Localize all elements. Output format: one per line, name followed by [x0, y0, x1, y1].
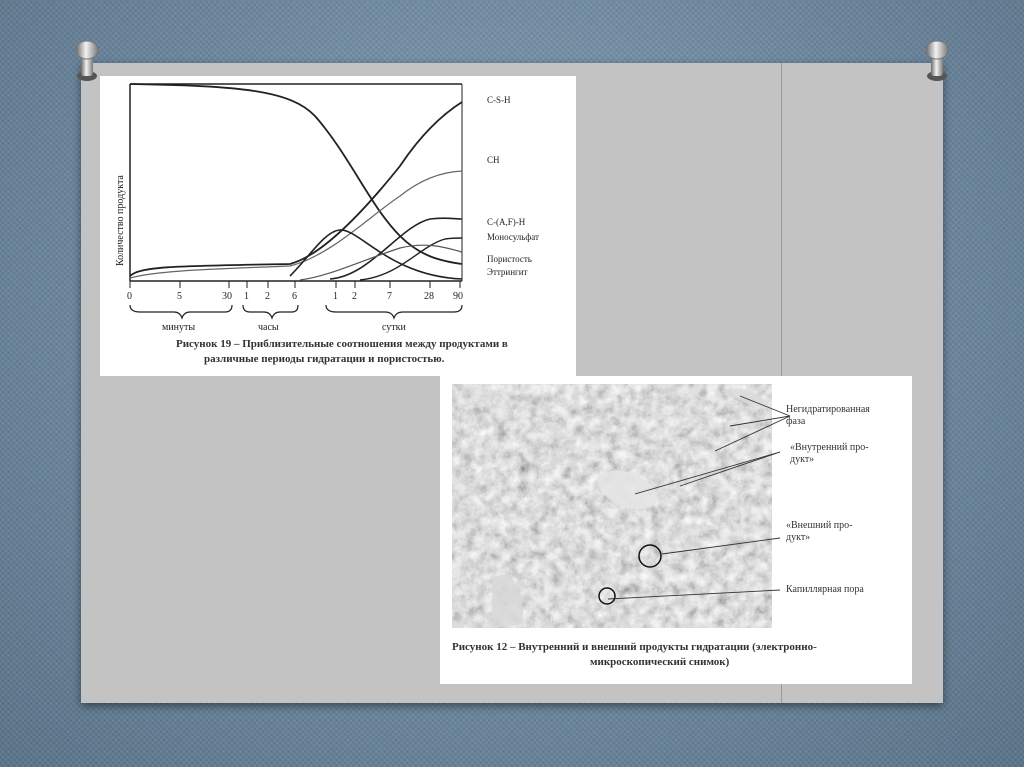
label-outer-product [786, 520, 852, 544]
series-label-porosity: Пористость [487, 254, 532, 264]
curve-unhydrated [130, 84, 462, 264]
group-label-minutes: минуты [162, 322, 196, 333]
tick-label: 0 [127, 291, 132, 302]
figure1-caption-line2: различные периоды гидратации и пористостью. [204, 353, 445, 365]
label-inner-product-line1: «Внутренний про- [790, 442, 869, 453]
micrograph-figure [440, 376, 912, 684]
group-label-hours: часы [258, 322, 279, 333]
label-unhydrated-phase-line2: фаза [786, 416, 806, 427]
tick-label: 7 [387, 291, 392, 302]
tick-label: 90 [453, 291, 463, 302]
brace-days [326, 305, 462, 318]
curve-cafh [330, 218, 462, 279]
group-label-days: сутки [382, 322, 406, 333]
figure2-caption-line2: микроскопический снимок) [590, 656, 730, 668]
tick-label: 6 [292, 291, 297, 302]
tick-label: 30 [222, 291, 232, 302]
brace-hours [243, 305, 298, 318]
series-label-cafh: C-(A,F)-H [487, 217, 526, 227]
label-inner-product [790, 442, 869, 466]
tick-label: 1 [244, 291, 249, 302]
label-unhydrated-phase [786, 404, 870, 428]
hydration-products-figure [100, 76, 576, 376]
y-axis-label: Количество продукта [115, 175, 126, 266]
curve-csh [130, 102, 462, 276]
series-label-csh: C-S-H [487, 95, 511, 105]
series-label-monosulfate: Моносульфат [487, 232, 539, 242]
tick-label: 2 [352, 291, 357, 302]
hydration-chart [100, 76, 576, 376]
brace-minutes [130, 305, 232, 318]
label-inner-product-line2: дукт» [790, 454, 815, 465]
pushpin-right-icon [922, 40, 952, 82]
label-outer-product-line2: дукт» [786, 532, 811, 543]
pushpin-left-icon [72, 40, 102, 82]
label-capillary-pore: Капиллярная пора [786, 584, 864, 595]
series-label-ch: CH [487, 155, 500, 165]
figure2-caption [452, 640, 902, 670]
series-label-ettringite: Эттрингит [487, 267, 528, 277]
label-outer-product-line1: «Внешний про- [786, 520, 853, 531]
tick-label: 28 [424, 291, 434, 302]
label-unhydrated-phase-line1: Негидратированная [786, 404, 870, 415]
curve-monosulfate [360, 238, 462, 280]
tick-label: 2 [265, 291, 270, 302]
figure1-caption [176, 337, 576, 367]
figure2-caption-line1: Рисунок 12 – Внутренний и внешний продукты гидратации (электронно- [452, 641, 817, 653]
curve-ettringite [290, 230, 462, 279]
tick-label: 5 [177, 291, 182, 302]
tick-label: 1 [333, 291, 338, 302]
figure1-caption-line1: Рисунок 19 – Приблизительные соотношения между продуктами в [176, 338, 508, 350]
